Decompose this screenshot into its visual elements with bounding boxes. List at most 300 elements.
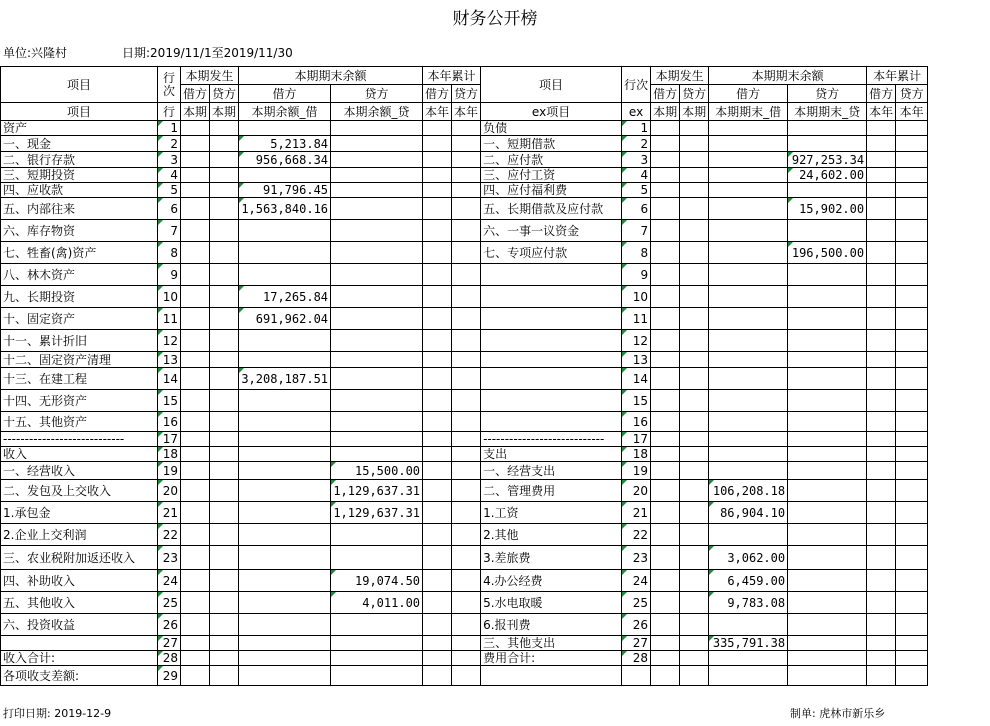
- left-row-no-cell: 29: [158, 666, 181, 686]
- right-current-debit-cell: [651, 198, 680, 220]
- right-item-cell: 2.其他: [481, 524, 622, 546]
- left-balance-debit-cell: [239, 480, 331, 502]
- left-year-credit-cell: [452, 152, 481, 168]
- left-item-cell: 收入合计:: [1, 651, 158, 666]
- left-year-credit-cell: [452, 636, 481, 651]
- right-year-debit-cell: [867, 546, 896, 570]
- left-current-debit-cell: [181, 368, 210, 390]
- table-row: [1, 168, 928, 183]
- right-balance-debit-cell: 3,062.00: [709, 546, 788, 570]
- right-year-credit-cell: [896, 168, 928, 183]
- right-current-debit-cell: [651, 168, 680, 183]
- left-balance-debit-cell: 1,563,840.16: [239, 198, 331, 220]
- left-balance-credit-cell: [331, 447, 423, 462]
- right-balance-debit-cell: 106,208.18: [709, 480, 788, 502]
- maker: 制单: 虎林市新乐乡: [790, 707, 886, 720]
- left-year-credit-cell: [452, 651, 481, 666]
- table-row: [1, 614, 928, 636]
- right-row-no-cell: 5: [622, 183, 651, 198]
- left-year-debit-cell: [423, 636, 452, 651]
- left-row-no-cell: 24: [158, 570, 181, 592]
- right-year-credit-cell: [896, 592, 928, 614]
- right-row-no-cell: 22: [622, 524, 651, 546]
- left-year-debit-cell: [423, 198, 452, 220]
- right-current-credit-cell: [680, 390, 709, 412]
- left-item-cell: 五、其他收入: [1, 592, 158, 614]
- right-year-debit-cell: [867, 412, 896, 432]
- left-year-debit-cell: [423, 546, 452, 570]
- right-current-credit-cell: [680, 264, 709, 286]
- right-balance-debit-cell: [709, 168, 788, 183]
- right-item-cell: 1.工资: [481, 502, 622, 524]
- left-year-debit-cell: [423, 502, 452, 524]
- right-current-credit-cell: [680, 636, 709, 651]
- right-year-debit-cell: [867, 198, 896, 220]
- left-current-debit-cell: [181, 198, 210, 220]
- left-current-credit-cell: [210, 121, 239, 136]
- table-row: [1, 651, 928, 666]
- table-row: [1, 330, 928, 352]
- left-year-credit-cell: [452, 447, 481, 462]
- right-current-debit-cell: [651, 412, 680, 432]
- right-year-debit-cell: [867, 651, 896, 666]
- left-year-debit-cell: [423, 183, 452, 198]
- table-row: [1, 636, 928, 651]
- left-row-no-cell: 9: [158, 264, 181, 286]
- left-item-cell: 二、发包及上交收入: [1, 480, 158, 502]
- right-year-credit-cell: [896, 570, 928, 592]
- left-current-debit-cell: [181, 136, 210, 152]
- code-cell: ex: [622, 103, 651, 121]
- right-current-credit-cell: [680, 614, 709, 636]
- left-balance-credit-cell: [331, 368, 423, 390]
- left-year-credit-cell: [452, 524, 481, 546]
- right-year-credit-cell: [896, 666, 928, 686]
- right-item-cell: [481, 330, 622, 352]
- right-current-debit-cell: [651, 368, 680, 390]
- left-row-no-cell: 16: [158, 412, 181, 432]
- left-current-debit-cell: [181, 546, 210, 570]
- right-year-debit-cell: [867, 136, 896, 152]
- right-current-credit-cell: [680, 183, 709, 198]
- left-current-debit-cell: [181, 447, 210, 462]
- right-current-debit-cell: [651, 136, 680, 152]
- right-item-cell: 一、经营支出: [481, 462, 622, 480]
- right-current-debit-cell: [651, 502, 680, 524]
- left-year-debit-cell: [423, 432, 452, 447]
- right-balance-credit-cell: [788, 368, 867, 390]
- right-row-no-cell: 12: [622, 330, 651, 352]
- left-item-cell: 七、牲畜(禽)资产: [1, 242, 158, 264]
- left-item-cell: 二、银行存款: [1, 152, 158, 168]
- left-year-debit-cell: [423, 152, 452, 168]
- left-balance-credit-cell: [331, 136, 423, 152]
- left-item-cell: 2.企业上交利润: [1, 524, 158, 546]
- left-row-no-cell: 11: [158, 308, 181, 330]
- right-current-debit-cell: [651, 390, 680, 412]
- left-balance-debit-cell: [239, 592, 331, 614]
- left-row-no-cell: 27: [158, 636, 181, 651]
- right-year-credit-cell: [896, 614, 928, 636]
- table-row: [1, 462, 928, 480]
- col-header-current-right: 本期发生: [651, 67, 709, 85]
- right-year-debit-cell: [867, 264, 896, 286]
- left-row-no-cell: 22: [158, 524, 181, 546]
- left-item-cell: 1.承包金: [1, 502, 158, 524]
- right-year-debit-cell: [867, 352, 896, 368]
- left-item-cell: 十四、无形资产: [1, 390, 158, 412]
- table-row: [1, 666, 928, 686]
- right-item-cell: ----------------------------: [481, 432, 622, 447]
- left-item-cell: 九、长期投资: [1, 286, 158, 308]
- right-balance-credit-cell: [788, 480, 867, 502]
- right-year-debit-cell: [867, 121, 896, 136]
- left-year-debit-cell: [423, 136, 452, 152]
- right-current-credit-cell: [680, 592, 709, 614]
- right-year-debit-cell: [867, 183, 896, 198]
- right-balance-credit-cell: [788, 264, 867, 286]
- left-current-credit-cell: [210, 524, 239, 546]
- left-balance-debit-cell: [239, 666, 331, 686]
- right-balance-credit-cell: [788, 524, 867, 546]
- right-current-debit-cell: [651, 480, 680, 502]
- right-row-no-cell: 4: [622, 168, 651, 183]
- left-balance-credit-cell: 1,129,637.31: [331, 502, 423, 524]
- left-balance-credit-cell: [331, 651, 423, 666]
- left-balance-debit-cell: [239, 264, 331, 286]
- left-year-credit-cell: [452, 412, 481, 432]
- left-balance-debit-cell: [239, 651, 331, 666]
- code-cell: 本期余额_借: [239, 103, 331, 121]
- left-balance-credit-cell: [331, 524, 423, 546]
- left-balance-debit-cell: [239, 390, 331, 412]
- code-cell: 本期期末_借: [709, 103, 788, 121]
- left-current-debit-cell: [181, 592, 210, 614]
- left-year-debit-cell: [423, 666, 452, 686]
- right-item-cell: [481, 666, 622, 686]
- left-current-debit-cell: [181, 330, 210, 352]
- col-header-credit: 贷方: [210, 85, 239, 103]
- left-current-credit-cell: [210, 136, 239, 152]
- left-current-debit-cell: [181, 614, 210, 636]
- col-header-credit: 贷方: [788, 85, 867, 103]
- right-item-cell: [481, 412, 622, 432]
- left-item-cell: 八、林木资产: [1, 264, 158, 286]
- col-header-item-right: 项目: [481, 67, 622, 103]
- left-row-no-cell: 4: [158, 168, 181, 183]
- left-row-no-cell: 26: [158, 614, 181, 636]
- left-current-credit-cell: [210, 462, 239, 480]
- right-year-debit-cell: [867, 524, 896, 546]
- left-year-credit-cell: [452, 198, 481, 220]
- right-year-debit-cell: [867, 592, 896, 614]
- right-balance-debit-cell: [709, 264, 788, 286]
- left-year-debit-cell: [423, 412, 452, 432]
- left-year-debit-cell: [423, 352, 452, 368]
- left-year-credit-cell: [452, 220, 481, 242]
- left-current-debit-cell: [181, 183, 210, 198]
- right-row-no-cell: 17: [622, 432, 651, 447]
- left-current-debit-cell: [181, 651, 210, 666]
- left-item-cell: 四、补助收入: [1, 570, 158, 592]
- left-current-credit-cell: [210, 242, 239, 264]
- date-range: 日期:2019/11/1至2019/11/30: [122, 46, 293, 60]
- left-current-credit-cell: [210, 198, 239, 220]
- left-year-debit-cell: [423, 592, 452, 614]
- left-row-no-cell: 14: [158, 368, 181, 390]
- col-header-debit: 借方: [651, 85, 680, 103]
- right-current-debit-cell: [651, 524, 680, 546]
- left-balance-credit-cell: [331, 264, 423, 286]
- code-cell: 本年: [867, 103, 896, 121]
- right-current-credit-cell: [680, 220, 709, 242]
- left-balance-debit-cell: 3,208,187.51: [239, 368, 331, 390]
- right-current-debit-cell: [651, 462, 680, 480]
- right-balance-credit-cell: [788, 183, 867, 198]
- left-year-credit-cell: [452, 666, 481, 686]
- right-current-credit-cell: [680, 651, 709, 666]
- left-row-no-cell: 3: [158, 152, 181, 168]
- left-balance-debit-cell: 5,213.84: [239, 136, 331, 152]
- right-balance-credit-cell: [788, 352, 867, 368]
- right-year-credit-cell: [896, 352, 928, 368]
- left-current-credit-cell: [210, 183, 239, 198]
- right-row-no-cell: 21: [622, 502, 651, 524]
- table-row: [1, 352, 928, 368]
- right-current-credit-cell: [680, 330, 709, 352]
- right-year-credit-cell: [896, 412, 928, 432]
- left-year-credit-cell: [452, 242, 481, 264]
- left-current-credit-cell: [210, 390, 239, 412]
- left-row-no-cell: 7: [158, 220, 181, 242]
- right-row-no-cell: 20: [622, 480, 651, 502]
- right-row-no-cell: 2: [622, 136, 651, 152]
- left-current-debit-cell: [181, 502, 210, 524]
- left-item-cell: 六、库存物资: [1, 220, 158, 242]
- left-year-debit-cell: [423, 168, 452, 183]
- left-balance-debit-cell: [239, 570, 331, 592]
- right-item-cell: [481, 368, 622, 390]
- right-item-cell: 七、专项应付款: [481, 242, 622, 264]
- left-current-debit-cell: [181, 524, 210, 546]
- right-current-debit-cell: [651, 651, 680, 666]
- table-row: [1, 570, 928, 592]
- left-item-cell: 三、短期投资: [1, 168, 158, 183]
- right-balance-debit-cell: [709, 352, 788, 368]
- left-year-credit-cell: [452, 570, 481, 592]
- left-year-credit-cell: [452, 330, 481, 352]
- left-balance-credit-cell: [331, 432, 423, 447]
- right-item-cell: [481, 286, 622, 308]
- right-year-debit-cell: [867, 570, 896, 592]
- left-year-debit-cell: [423, 242, 452, 264]
- right-year-credit-cell: [896, 121, 928, 136]
- right-row-no-cell: 7: [622, 220, 651, 242]
- left-balance-debit-cell: 17,265.84: [239, 286, 331, 308]
- left-year-debit-cell: [423, 308, 452, 330]
- right-current-credit-cell: [680, 308, 709, 330]
- left-year-credit-cell: [452, 432, 481, 447]
- right-year-credit-cell: [896, 152, 928, 168]
- left-balance-credit-cell: [331, 286, 423, 308]
- right-item-cell: [481, 308, 622, 330]
- left-balance-credit-cell: 1,129,637.31: [331, 480, 423, 502]
- left-year-debit-cell: [423, 330, 452, 352]
- col-header-current: 本期发生: [181, 67, 239, 85]
- left-item-cell: 十二、固定资产清理: [1, 352, 158, 368]
- left-balance-debit-cell: [239, 546, 331, 570]
- right-current-credit-cell: [680, 286, 709, 308]
- right-current-debit-cell: [651, 183, 680, 198]
- right-balance-credit-cell: [788, 570, 867, 592]
- left-current-credit-cell: [210, 502, 239, 524]
- right-balance-credit-cell: [788, 220, 867, 242]
- left-year-credit-cell: [452, 592, 481, 614]
- left-current-debit-cell: [181, 636, 210, 651]
- right-year-credit-cell: [896, 524, 928, 546]
- left-item-cell: ----------------------------: [1, 432, 158, 447]
- right-row-no-cell: 26: [622, 614, 651, 636]
- left-row-no-cell: 8: [158, 242, 181, 264]
- right-balance-credit-cell: 927,253.34: [788, 152, 867, 168]
- right-year-credit-cell: [896, 480, 928, 502]
- left-balance-credit-cell: [331, 152, 423, 168]
- left-item-cell: [1, 636, 158, 651]
- left-balance-credit-cell: [331, 666, 423, 686]
- left-year-credit-cell: [452, 480, 481, 502]
- left-balance-debit-cell: [239, 447, 331, 462]
- right-current-credit-cell: [680, 242, 709, 264]
- right-current-credit-cell: [680, 121, 709, 136]
- right-balance-credit-cell: [788, 121, 867, 136]
- right-year-debit-cell: [867, 502, 896, 524]
- right-current-debit-cell: [651, 432, 680, 447]
- left-year-credit-cell: [452, 168, 481, 183]
- right-year-debit-cell: [867, 168, 896, 183]
- right-year-credit-cell: [896, 432, 928, 447]
- right-balance-debit-cell: [709, 432, 788, 447]
- table-row: [1, 390, 928, 412]
- left-year-debit-cell: [423, 220, 452, 242]
- left-row-no-cell: 19: [158, 462, 181, 480]
- right-item-cell: 5.水电取暖: [481, 592, 622, 614]
- right-year-debit-cell: [867, 636, 896, 651]
- right-balance-debit-cell: [709, 136, 788, 152]
- right-current-debit-cell: [651, 666, 680, 686]
- left-balance-credit-cell: [331, 614, 423, 636]
- right-current-debit-cell: [651, 546, 680, 570]
- right-balance-credit-cell: [788, 136, 867, 152]
- left-current-debit-cell: [181, 168, 210, 183]
- left-current-credit-cell: [210, 546, 239, 570]
- right-year-credit-cell: [896, 390, 928, 412]
- left-current-debit-cell: [181, 390, 210, 412]
- left-item-cell: 各项收支差额:: [1, 666, 158, 686]
- col-header-year-cumulative-right: 本年累计: [867, 67, 928, 85]
- right-balance-debit-cell: [709, 152, 788, 168]
- table-row: [1, 480, 928, 502]
- left-row-no-cell: 20: [158, 480, 181, 502]
- col-header-debit: 借方: [867, 85, 896, 103]
- right-balance-credit-cell: [788, 651, 867, 666]
- left-current-debit-cell: [181, 570, 210, 592]
- right-balance-credit-cell: [788, 502, 867, 524]
- left-current-credit-cell: [210, 308, 239, 330]
- right-current-credit-cell: [680, 152, 709, 168]
- col-header-credit: 贷方: [452, 85, 481, 103]
- left-item-cell: 四、应收款: [1, 183, 158, 198]
- left-balance-debit-cell: [239, 121, 331, 136]
- left-balance-debit-cell: [239, 462, 331, 480]
- right-balance-credit-cell: 15,902.00: [788, 198, 867, 220]
- left-current-credit-cell: [210, 330, 239, 352]
- right-item-cell: 三、其他支出: [481, 636, 622, 651]
- code-cell: 本期: [181, 103, 210, 121]
- col-header-year-cumulative: 本年累计: [423, 67, 481, 85]
- right-balance-credit-cell: 24,602.00: [788, 168, 867, 183]
- right-year-credit-cell: [896, 183, 928, 198]
- right-current-debit-cell: [651, 286, 680, 308]
- right-current-credit-cell: [680, 198, 709, 220]
- left-year-credit-cell: [452, 368, 481, 390]
- right-balance-debit-cell: [709, 447, 788, 462]
- left-year-credit-cell: [452, 121, 481, 136]
- right-row-no-cell: 1: [622, 121, 651, 136]
- left-current-debit-cell: [181, 286, 210, 308]
- left-row-no-cell: 13: [158, 352, 181, 368]
- right-year-credit-cell: [896, 264, 928, 286]
- left-balance-debit-cell: [239, 330, 331, 352]
- right-year-debit-cell: [867, 666, 896, 686]
- right-current-credit-cell: [680, 432, 709, 447]
- col-header-debit: 借方: [709, 85, 788, 103]
- code-cell: 本年: [452, 103, 481, 121]
- left-balance-debit-cell: [239, 242, 331, 264]
- left-year-credit-cell: [452, 183, 481, 198]
- left-year-debit-cell: [423, 447, 452, 462]
- right-current-debit-cell: [651, 308, 680, 330]
- left-current-credit-cell: [210, 480, 239, 502]
- right-row-no-cell: 27: [622, 636, 651, 651]
- code-cell: ex项目: [481, 103, 622, 121]
- left-current-credit-cell: [210, 666, 239, 686]
- left-current-credit-cell: [210, 412, 239, 432]
- table-row: [1, 242, 928, 264]
- right-year-debit-cell: [867, 152, 896, 168]
- left-balance-debit-cell: [239, 502, 331, 524]
- right-current-debit-cell: [651, 447, 680, 462]
- right-item-cell: 3.差旅费: [481, 546, 622, 570]
- left-item-cell: 十一、累计折旧: [1, 330, 158, 352]
- right-current-debit-cell: [651, 614, 680, 636]
- code-cell: 本年: [896, 103, 928, 121]
- right-current-credit-cell: [680, 502, 709, 524]
- left-balance-debit-cell: [239, 614, 331, 636]
- left-balance-debit-cell: [239, 220, 331, 242]
- col-header-credit: 贷方: [680, 85, 709, 103]
- table-row: [1, 264, 928, 286]
- left-year-credit-cell: [452, 308, 481, 330]
- left-current-debit-cell: [181, 462, 210, 480]
- right-balance-debit-cell: [709, 462, 788, 480]
- right-balance-debit-cell: [709, 368, 788, 390]
- right-item-cell: 二、应付款: [481, 152, 622, 168]
- left-year-credit-cell: [452, 614, 481, 636]
- table-row: [1, 183, 928, 198]
- right-year-credit-cell: [896, 198, 928, 220]
- left-year-debit-cell: [423, 286, 452, 308]
- left-year-credit-cell: [452, 286, 481, 308]
